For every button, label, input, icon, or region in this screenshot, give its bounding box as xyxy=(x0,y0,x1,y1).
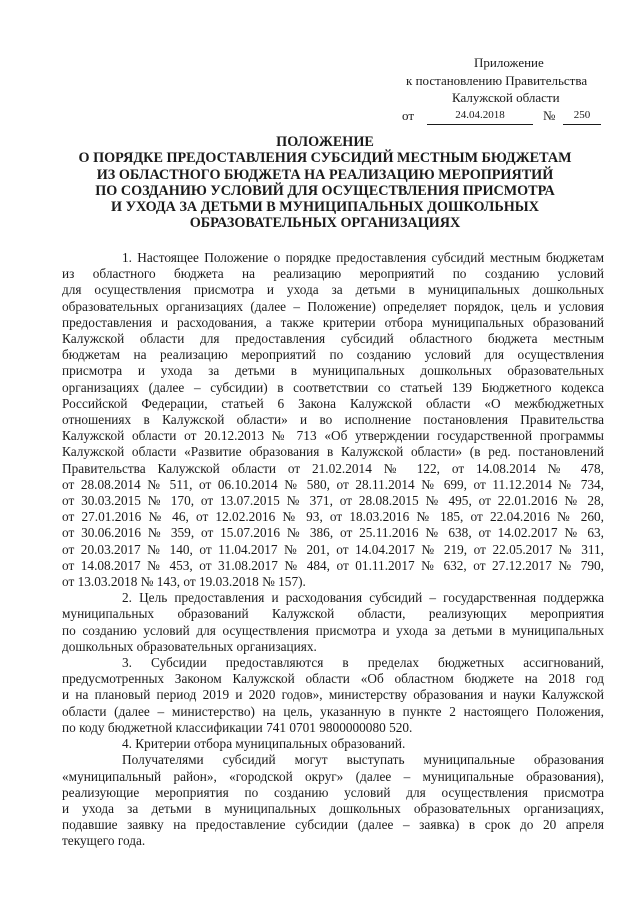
appendix-date-number xyxy=(402,107,602,125)
date-prefix: от xyxy=(402,107,415,123)
paragraph-4-line: и ухода за детьми в муниципальных дошкольных образовательных организациях, xyxy=(62,800,604,816)
paragraph-3-line: по коду бюджетной классификации 741 0701 9800000080 520. xyxy=(62,719,413,735)
paragraph-1-line: Правительства Калужской области от 21.02.2014 № 122, от 14.08.2014 № 478, xyxy=(62,460,604,476)
paragraph-1-line: для осуществления присмотра и ухода за детьми в муниципальных дошкольных xyxy=(62,282,604,298)
paragraph-2-line: муниципальных образований Калужской области, реализующих мероприятия xyxy=(62,606,604,622)
title-line: ПОЛОЖЕНИЕ xyxy=(276,134,374,150)
appendix-label: Приложение xyxy=(474,55,544,70)
paragraph-1-line: 1. Настоящее Положение о порядке предоставления субсидий местным бюджетам xyxy=(122,250,604,265)
resolution-date: 24.04.2018 xyxy=(427,107,533,125)
paragraph-1-line: из областного бюджета на реализацию мероприятий по созданию условий xyxy=(62,266,604,282)
paragraph-1-line: образовательных организациях (далее – Положение) определяет порядок, цель и условия xyxy=(62,298,604,314)
paragraph-1-line: от 28.08.2014 № 511, от 06.10.2014 № 580, от 28.11.2014 № 699, от 11.12.2014 № 734, xyxy=(62,476,604,492)
paragraph-1-line: Калужской области для предоставления субсидий областного бюджета местным xyxy=(62,331,604,347)
resolution-number: 250 xyxy=(563,107,601,125)
paragraph-3-line: и на плановый период 2019 и 2020 годов», министерству образования и науки Калужской xyxy=(62,687,604,703)
appendix-resolution: к постановлению Правительства xyxy=(406,72,588,88)
paragraph-1-line: присмотра и ухода за детьми в муниципальных дошкольных образовательных xyxy=(62,363,604,379)
paragraph-4-line: подавшие заявку на предоставление субсидии (далее – заявка) в срок до 20 апреля xyxy=(62,817,604,833)
paragraph-1-line: от 30.03.2015 № 170, от 13.07.2015 № 371, от 28.08.2015 № 495, от 22.01.2016 № 28, xyxy=(62,493,604,509)
paragraph-4-heading: 4. Критерии отбора муниципальных образований. xyxy=(122,736,406,752)
paragraph-4-line: реализующие мероприятия по созданию условий для осуществления присмотра xyxy=(62,784,604,800)
paragraph-3-line: предусмотренных Законом Калужской области «Об областном бюджете на 2018 год xyxy=(62,671,604,687)
title-line: ПО СОЗДАНИЮ УСЛОВИЙ ДЛЯ ОСУЩЕСТВЛЕНИЯ ПРИСМОТРА xyxy=(95,182,555,199)
title-line: И УХОДА ЗА ДЕТЬМИ В МУНИЦИПАЛЬНЫХ ДОШКОЛЬНЫХ xyxy=(111,199,539,216)
paragraph-2-line: 2. Цель предоставления и расходования субсидий – государственная поддержка xyxy=(122,590,604,606)
paragraph-1-line: от 13.03.2018 № 143, от 19.03.2018 № 157). xyxy=(62,574,306,590)
title-line: ИЗ ОБЛАСТНОГО БЮДЖЕТА НА РЕАЛИЗАЦИЮ МЕРОПРИЯТИЙ xyxy=(96,166,554,183)
paragraph-1-line: отношениях в Калужской области» и во исполнение постановления Правительства xyxy=(62,412,604,428)
paragraph-2-line: по созданию условий для осуществления присмотра и ухода за детьми в муниципальных xyxy=(62,622,604,638)
paragraph-4-line: Получателями субсидий могут выступать муниципальные образования xyxy=(122,752,604,768)
paragraph-1-line: от 30.06.2016 № 359, от 15.07.2016 № 386, от 25.11.2016 № 638, от 14.02.2017 № 63, xyxy=(62,525,604,541)
paragraph-1-line: от 27.01.2016 № 46, от 12.02.2016 № 93, от 18.03.2016 № 185, от 22.04.2016 № 260, xyxy=(62,509,604,525)
paragraph-3-line: 3. Субсидии предоставляются в пределах бюджетных ассигнований, xyxy=(122,655,604,671)
paragraph-3-line: области (далее – министерство) на цель, указанную в пункте 2 настоящего Положения, xyxy=(62,703,604,719)
paragraph-1-line: от 20.03.2017 № 140, от 11.04.2017 № 201, от 14.04.2017 № 219, от 22.05.2017 № 311, xyxy=(62,541,604,557)
paragraph-1-line: бюджетам на реализацию мероприятий по созданию условий для осуществления xyxy=(62,347,604,363)
appendix-header xyxy=(402,54,602,125)
appendix-region: Калужской области xyxy=(452,90,560,105)
paragraph-1-line: Калужской области «Развитие образования в Калужской области» (в ред. постановлений xyxy=(62,444,604,460)
title-line: О ПОРЯДКЕ ПРЕДОСТАВЛЕНИЯ СУБСИДИЙ МЕСТНЫМ БЮДЖЕТАМ xyxy=(78,150,572,167)
paragraph-2-line: дошкольных образовательных организациях. xyxy=(62,638,317,654)
paragraph-4-line: «муниципальный район», «городской округ» (далее – муниципальные образования), xyxy=(62,768,604,784)
document-body xyxy=(62,250,604,850)
paragraph-1-line: Калужской области от 20.12.2013 № 713 «Об утверждении государственной программы xyxy=(62,428,604,444)
title-line: ОБРАЗОВАТЕЛЬНЫХ ОРГАНИЗАЦИЯХ xyxy=(189,215,461,232)
number-sign: № xyxy=(543,107,556,123)
paragraph-1-line: от 14.08.2017 № 453, от 31.08.2017 № 484, от 01.11.2017 № 632, от 27.12.2017 № 790, xyxy=(62,557,604,573)
paragraph-1-line: организациях (далее – субсидии) в соответствии со статьей 139 Бюджетного кодекса xyxy=(62,379,604,395)
paragraph-4-line: текущего года. xyxy=(62,833,146,849)
paragraph-1-line: Российской Федерации, статьей 6 Закона Калужской области «О межбюджетных xyxy=(62,395,604,411)
document-title xyxy=(60,134,590,232)
paragraph-1-line: предоставления и расходования, а также критерии отбора муниципальных образований xyxy=(62,314,604,330)
